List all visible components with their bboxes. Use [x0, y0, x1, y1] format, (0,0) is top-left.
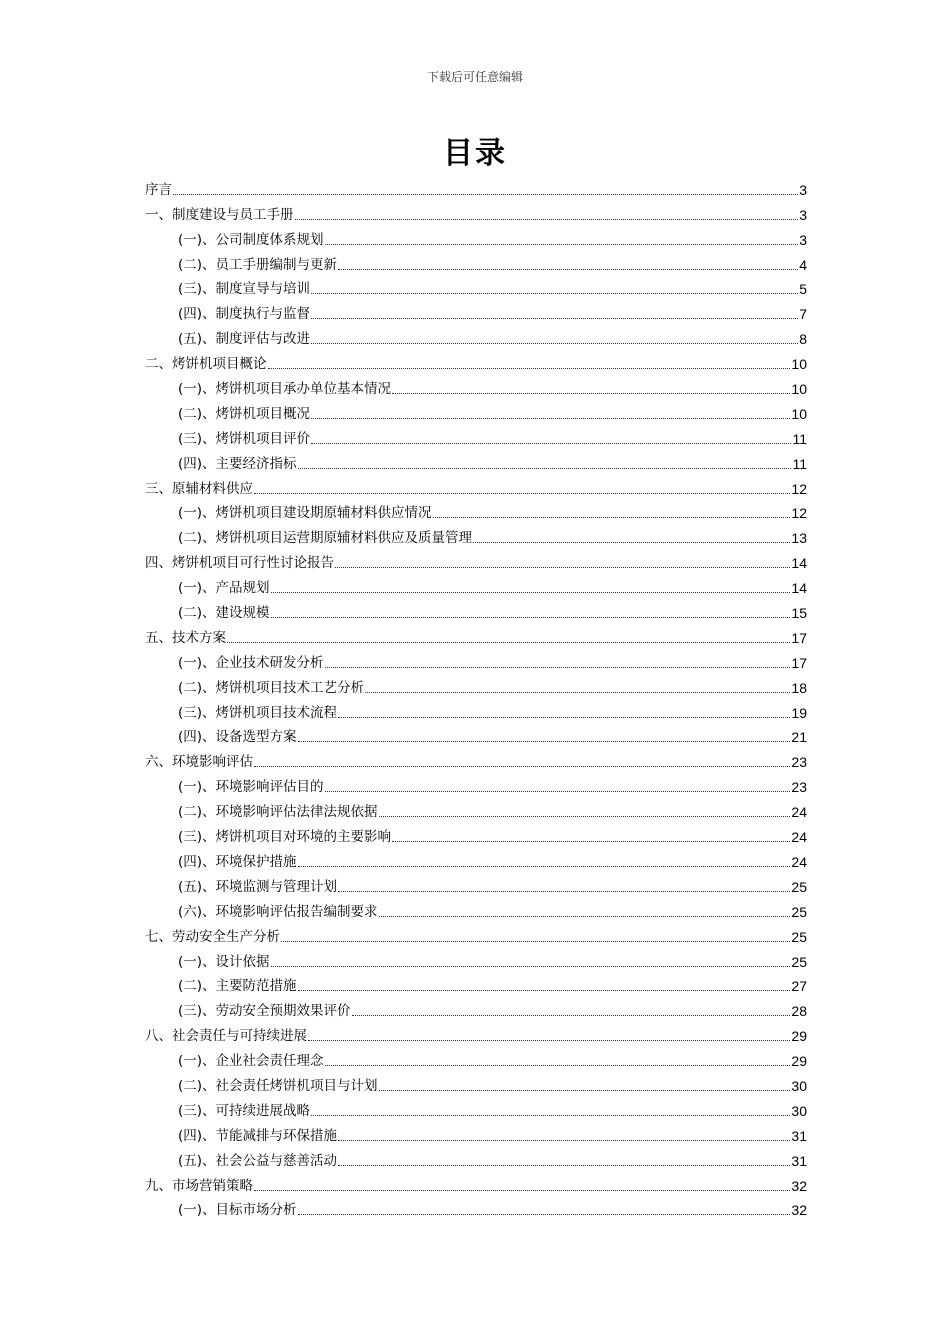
- toc-dot-leader: [379, 916, 791, 917]
- toc-dot-leader: [392, 393, 790, 394]
- toc-entry-page: 29: [791, 1053, 807, 1070]
- toc-dot-leader: [281, 941, 790, 942]
- toc-dot-leader: [254, 493, 790, 494]
- toc-entry[interactable]: [145, 722, 807, 747]
- toc-entry-label: (一)、设计依据: [178, 953, 270, 970]
- toc-entry-label: (二)、建设规模: [178, 605, 270, 622]
- table-of-contents: [145, 174, 807, 1219]
- toc-entry-page: 28: [791, 1003, 807, 1020]
- toc-dot-leader: [338, 891, 790, 892]
- toc-entry-page: 17: [791, 654, 807, 671]
- toc-entry-label: (四)、制度执行与监督: [178, 306, 311, 323]
- toc-dot-leader: [173, 194, 798, 195]
- toc-entry-label: (二)、烤饼机项目技术工艺分析: [178, 679, 365, 696]
- toc-entry-page: 12: [791, 505, 807, 522]
- toc-entry[interactable]: [145, 224, 807, 249]
- toc-dot-leader: [338, 717, 790, 718]
- toc-dot-leader: [298, 741, 791, 742]
- toc-entry[interactable]: [145, 1120, 807, 1145]
- toc-entry[interactable]: [145, 323, 807, 348]
- toc-dot-leader: [473, 542, 790, 543]
- toc-entry-page: 25: [791, 878, 807, 895]
- toc-entry[interactable]: [145, 1170, 807, 1195]
- toc-entry-label: (六)、环境影响评估报告编制要求: [178, 903, 378, 920]
- toc-entry[interactable]: [145, 1095, 807, 1120]
- toc-entry[interactable]: [145, 298, 807, 323]
- toc-dot-leader: [311, 343, 798, 344]
- toc-entry-label: (二)、环境影响评估法律法规依据: [178, 804, 378, 821]
- toc-entry[interactable]: [145, 199, 807, 224]
- toc-dot-leader: [298, 990, 791, 991]
- toc-dot-leader: [254, 766, 790, 767]
- toc-dot-leader: [325, 244, 799, 245]
- toc-entry-label: (三)、制度宣导与培训: [178, 281, 311, 298]
- toc-entry[interactable]: [145, 1195, 807, 1220]
- toc-entry-label: (一)、企业技术研发分析: [178, 654, 324, 671]
- toc-dot-leader: [325, 791, 791, 792]
- toc-entry-page: 24: [791, 853, 807, 870]
- toc-entry-page: 18: [791, 679, 807, 696]
- toc-entry-page: 31: [791, 1127, 807, 1144]
- toc-entry-page: 23: [791, 754, 807, 771]
- toc-entry[interactable]: [145, 547, 807, 572]
- toc-dot-leader: [295, 219, 799, 220]
- toc-entry-label: (一)、公司制度体系规划: [178, 231, 324, 248]
- toc-entry-page: 21: [791, 729, 807, 746]
- toc-entry-label: (二)、烤饼机项目运营期原辅材料供应及质量管理: [178, 530, 473, 547]
- toc-entry-label: (一)、烤饼机项目承办单位基本情况: [178, 381, 392, 398]
- toc-entry[interactable]: [145, 522, 807, 547]
- toc-entry-label: (五)、制度评估与改进: [178, 331, 311, 348]
- toc-entry-label: (三)、烤饼机项目技术流程: [178, 704, 338, 721]
- toc-dot-leader: [338, 1165, 790, 1166]
- toc-entry[interactable]: [145, 373, 807, 398]
- toc-entry[interactable]: [145, 971, 807, 996]
- toc-entry-label: (二)、员工手册编制与更新: [178, 256, 338, 273]
- toc-title: 目录: [443, 136, 507, 171]
- toc-entry[interactable]: [145, 1070, 807, 1095]
- toc-entry-page: 24: [791, 829, 807, 846]
- toc-dot-leader: [298, 468, 792, 469]
- toc-dot-leader: [338, 1140, 790, 1141]
- toc-entry[interactable]: [145, 423, 807, 448]
- toc-entry-page: 23: [791, 779, 807, 796]
- toc-entry-page: 25: [791, 953, 807, 970]
- toc-entry-label: (五)、环境监测与管理计划: [178, 878, 338, 895]
- toc-entry-page: 10: [791, 405, 807, 422]
- toc-entry[interactable]: [145, 995, 807, 1020]
- toc-entry-page: 25: [791, 903, 807, 920]
- toc-entry-page: 5: [799, 281, 807, 298]
- toc-entry-label: (四)、设备选型方案: [178, 729, 297, 746]
- toc-entry-page: 27: [791, 978, 807, 995]
- toc-entry-label: 三、原辅材料供应: [145, 480, 253, 497]
- toc-entry-label: (四)、主要经济指标: [178, 455, 297, 472]
- toc-entry-page: 17: [791, 629, 807, 646]
- toc-dot-leader: [308, 1040, 790, 1041]
- toc-entry-page: 25: [791, 928, 807, 945]
- toc-dot-leader: [325, 667, 791, 668]
- toc-dot-leader: [311, 418, 790, 419]
- toc-dot-leader: [379, 1090, 791, 1091]
- toc-entry-page: 30: [791, 1077, 807, 1094]
- toc-dot-leader: [365, 692, 790, 693]
- toc-entry[interactable]: [145, 622, 807, 647]
- toc-entry-label: 五、技术方案: [145, 629, 226, 646]
- toc-entry[interactable]: [145, 572, 807, 597]
- toc-entry-label: (一)、烤饼机项目建设期原辅材料供应情况: [178, 505, 432, 522]
- toc-dot-leader: [433, 517, 791, 518]
- toc-entry[interactable]: [145, 672, 807, 697]
- toc-entry[interactable]: [145, 398, 807, 423]
- toc-entry[interactable]: [145, 697, 807, 722]
- toc-entry-label: (三)、烤饼机项目评价: [178, 430, 311, 447]
- toc-entry[interactable]: [145, 771, 807, 796]
- toc-entry[interactable]: [145, 946, 807, 971]
- toc-entry-label: (一)、目标市场分析: [178, 1202, 297, 1219]
- toc-entry[interactable]: [145, 871, 807, 896]
- toc-entry[interactable]: [145, 274, 807, 299]
- toc-entry-label: 四、烤饼机项目可行性讨论报告: [145, 555, 334, 572]
- toc-entry-page: 7: [799, 306, 807, 323]
- toc-entry-label: 二、烤饼机项目概论: [145, 356, 267, 373]
- toc-entry-page: 32: [791, 1177, 807, 1194]
- toc-dot-leader: [254, 1190, 790, 1191]
- toc-dot-leader: [298, 1214, 791, 1215]
- toc-entry-label: (一)、环境影响评估目的: [178, 779, 324, 796]
- toc-dot-leader: [379, 816, 791, 817]
- toc-entry[interactable]: [145, 174, 807, 199]
- toc-entry-label: (三)、可持续进展战略: [178, 1102, 311, 1119]
- toc-entry[interactable]: [145, 448, 807, 473]
- toc-entry-label: (三)、烤饼机项目对环境的主要影响: [178, 829, 392, 846]
- toc-entry-label: 六、环境影响评估: [145, 754, 253, 771]
- toc-entry-label: (四)、节能减排与环保措施: [178, 1127, 338, 1144]
- toc-entry-page: 11: [792, 430, 807, 447]
- toc-entry[interactable]: [145, 348, 807, 373]
- toc-dot-leader: [335, 567, 790, 568]
- toc-entry-page: 14: [791, 555, 807, 572]
- toc-entry-page: 29: [791, 1028, 807, 1045]
- toc-dot-leader: [311, 1115, 790, 1116]
- toc-dot-leader: [271, 966, 791, 967]
- toc-entry-label: (一)、产品规划: [178, 580, 270, 597]
- toc-entry[interactable]: [145, 647, 807, 672]
- toc-entry-page: 11: [792, 455, 807, 472]
- toc-entry-page: 3: [799, 231, 807, 248]
- toc-entry[interactable]: [145, 846, 807, 871]
- toc-entry-page: 10: [791, 356, 807, 373]
- toc-entry[interactable]: [145, 746, 807, 771]
- toc-dot-leader: [325, 1065, 791, 1066]
- toc-dot-leader: [268, 368, 791, 369]
- toc-entry-page: 32: [791, 1202, 807, 1219]
- toc-entry-label: 八、社会责任与可持续进展: [145, 1028, 307, 1045]
- toc-dot-leader: [392, 841, 790, 842]
- toc-entry-label: (四)、环境保护措施: [178, 853, 297, 870]
- toc-entry[interactable]: [145, 796, 807, 821]
- toc-entry[interactable]: [145, 821, 807, 846]
- toc-entry-page: 19: [791, 704, 807, 721]
- toc-entry[interactable]: [145, 473, 807, 498]
- toc-entry-page: 12: [791, 480, 807, 497]
- toc-dot-leader: [271, 592, 791, 593]
- toc-entry-page: 13: [791, 530, 807, 547]
- toc-entry-page: 3: [799, 206, 807, 223]
- toc-entry[interactable]: [145, 498, 807, 523]
- toc-entry-page: 30: [791, 1102, 807, 1119]
- toc-entry[interactable]: [145, 249, 807, 274]
- toc-entry-label: (五)、社会公益与慈善活动: [178, 1152, 338, 1169]
- toc-entry-label: (二)、烤饼机项目概况: [178, 405, 311, 422]
- toc-entry[interactable]: [145, 597, 807, 622]
- toc-dot-leader: [298, 866, 791, 867]
- toc-entry[interactable]: [145, 1145, 807, 1170]
- toc-entry-page: 14: [791, 580, 807, 597]
- toc-dot-leader: [311, 318, 798, 319]
- toc-dot-leader: [311, 293, 798, 294]
- toc-entry-label: (三)、劳动安全预期效果评价: [178, 1003, 351, 1020]
- header-note: 下载后可任意编辑: [426, 70, 523, 84]
- toc-entry-page: 10: [791, 381, 807, 398]
- toc-dot-leader: [271, 617, 791, 618]
- toc-entry-page: 31: [791, 1152, 807, 1169]
- toc-dot-leader: [352, 1015, 791, 1016]
- toc-entry-label: (一)、企业社会责任理念: [178, 1053, 324, 1070]
- toc-entry-page: 8: [799, 331, 807, 348]
- toc-entry-label: 九、市场营销策略: [145, 1177, 253, 1194]
- toc-dot-leader: [311, 443, 791, 444]
- toc-entry-label: (二)、主要防范措施: [178, 978, 297, 995]
- toc-dot-leader: [227, 642, 790, 643]
- toc-entry[interactable]: [145, 896, 807, 921]
- toc-entry-label: (二)、社会责任烤饼机项目与计划: [178, 1077, 378, 1094]
- toc-entry-page: 24: [791, 804, 807, 821]
- toc-entry-page: 15: [791, 605, 807, 622]
- toc-entry[interactable]: [145, 1020, 807, 1045]
- toc-entry[interactable]: [145, 921, 807, 946]
- toc-entry[interactable]: [145, 1045, 807, 1070]
- toc-entry-label: 七、劳动安全生产分析: [145, 928, 280, 945]
- toc-entry-label: 序言: [145, 181, 172, 198]
- toc-entry-label: 一、制度建设与员工手册: [145, 206, 294, 223]
- toc-entry-page: 3: [799, 181, 807, 198]
- toc-entry-page: 4: [799, 256, 807, 273]
- toc-dot-leader: [338, 269, 798, 270]
